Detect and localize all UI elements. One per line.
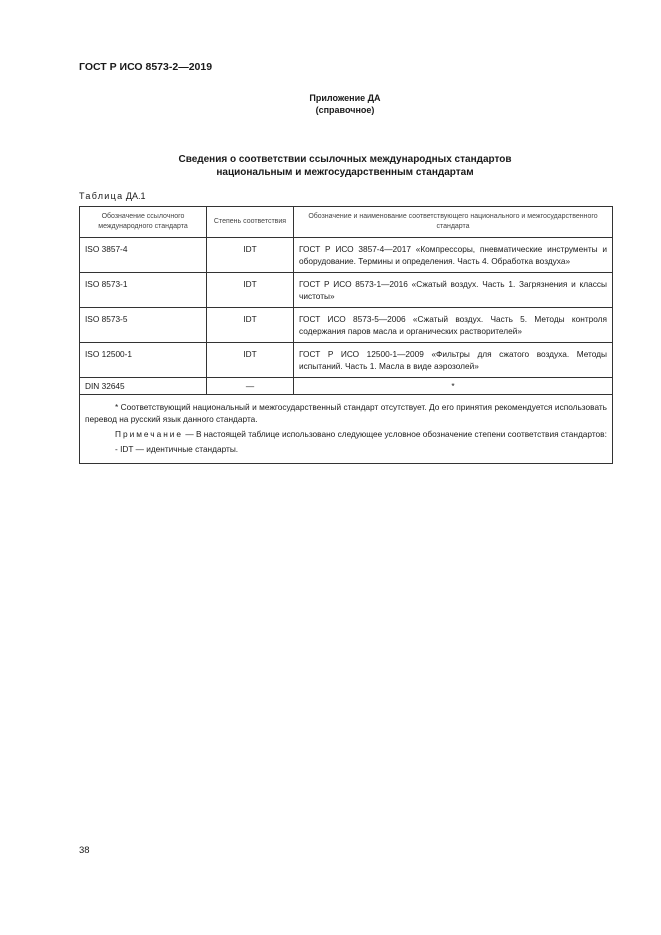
table-caption-number: ДА.1	[125, 191, 146, 201]
note-item: - IDT — идентичные стандарты.	[115, 444, 239, 454]
annex-heading	[79, 92, 611, 116]
table-notes	[80, 395, 613, 464]
cell-degree: IDT	[207, 238, 294, 273]
table-row	[80, 378, 613, 395]
annex-title: Приложение ДА	[309, 93, 381, 103]
cell-national: ГОСТ ИСО 8573-5—2006 «Сжатый воздух. Часть 5. Методы контроля содержания паров масла и органических растворителей»	[294, 308, 613, 343]
cell-national: *	[294, 378, 613, 395]
cell-reference: DIN 32645	[80, 378, 207, 395]
section-title	[79, 153, 611, 179]
table-header-row	[80, 207, 613, 238]
cell-degree: IDT	[207, 308, 294, 343]
annex-subtitle: (справочное)	[315, 105, 375, 115]
table-caption-word: Таблица	[79, 191, 124, 201]
table-row	[80, 308, 613, 343]
note-text: — В настоящей таблице использовано следующее условное обозначение степени соответствия стандартов:	[183, 429, 607, 439]
table-caption	[79, 191, 146, 201]
section-title-line-2: национальным и межгосударственным стандартам	[216, 167, 474, 178]
table-row	[80, 273, 613, 308]
note	[85, 428, 607, 440]
cell-national: ГОСТ Р ИСО 12500-1—2009 «Фильтры для сжатого воздуха. Методы испытаний. Часть 1. Масла в виде аэрозолей»	[294, 343, 613, 378]
table-notes-row	[80, 395, 613, 464]
section-title-line-1: Сведения о соответствии ссылочных международных стандартов	[178, 154, 512, 165]
cell-national: ГОСТ Р ИСО 3857-4—2017 «Компрессоры, пневматические инструменты и оборудование. Термины и определения. Часть 4. Обработка воздуха»	[294, 238, 613, 273]
cell-reference: ISO 3857-4	[80, 238, 207, 273]
table-row	[80, 343, 613, 378]
table-row	[80, 238, 613, 273]
cell-reference: ISO 8573-1	[80, 273, 207, 308]
header-degree: Степень соответствия	[207, 207, 294, 238]
cell-reference: ISO 12500-1	[80, 343, 207, 378]
header-national-standard: Обозначение и наименование соответствующего национального и межгосударственного стандарта	[294, 207, 613, 238]
cell-degree: IDT	[207, 343, 294, 378]
document-code: ГОСТ Р ИСО 8573-2—2019	[79, 61, 213, 73]
correspondence-table	[79, 206, 613, 464]
cell-degree: —	[207, 378, 294, 395]
header-reference-standard: Обозначение ссылочного международного стандарта	[80, 207, 207, 238]
cell-reference: ISO 8573-5	[80, 308, 207, 343]
footnote: * Соответствующий национальный и межгосударственный стандарт отсутствует. До его принятия рекомендуется использовать перевод на русский язык данного стандарта.	[85, 402, 607, 424]
note-label: Примечание	[115, 429, 184, 439]
cell-degree: IDT	[207, 273, 294, 308]
page-number: 38	[79, 845, 90, 856]
cell-national: ГОСТ Р ИСО 8573-1—2016 «Сжатый воздух. Часть 1. Загрязнения и классы чистоты»	[294, 273, 613, 308]
